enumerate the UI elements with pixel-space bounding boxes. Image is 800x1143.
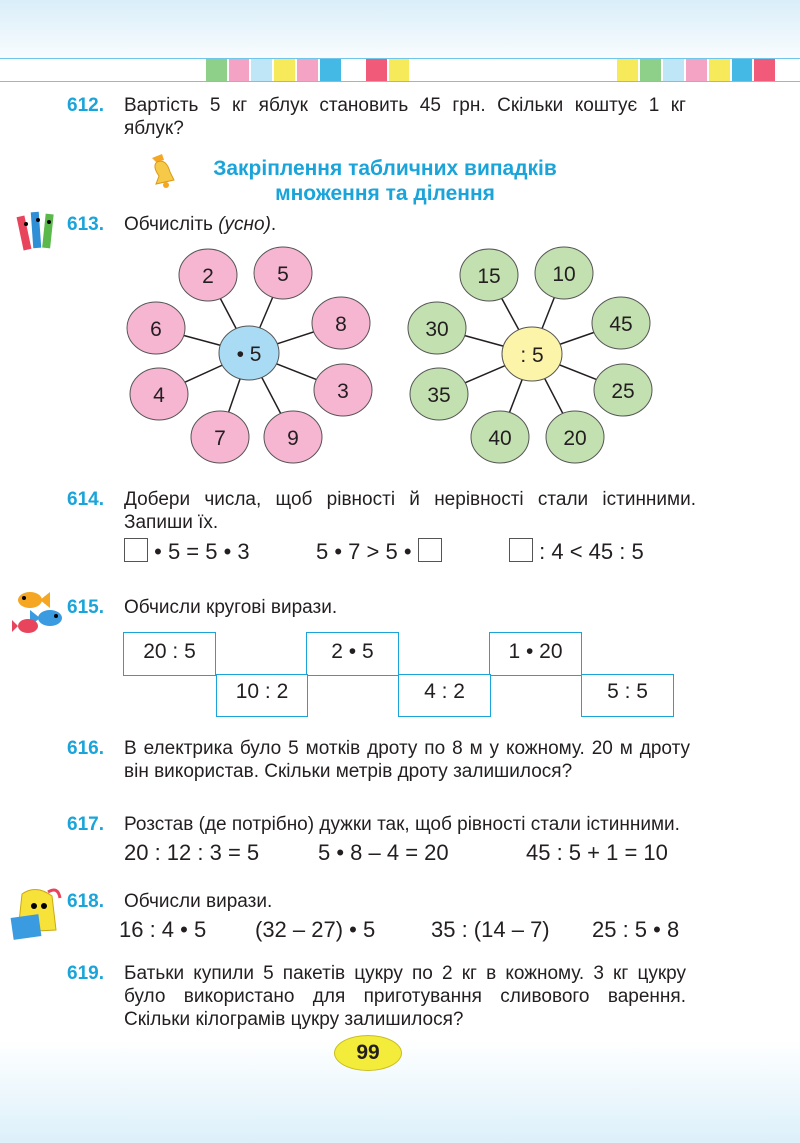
multiplication-flower-petal-number: 9 (287, 427, 299, 450)
multiplication-flower-petal-number: 3 (337, 380, 349, 403)
section-title-line-1: Закріплення табличних випадків (213, 157, 557, 180)
exercise-number: 617. (67, 814, 104, 835)
inequality-3 (509, 538, 644, 565)
circular-expression-cell: 2 • 5 (306, 632, 399, 676)
exercise-text: Добери числа, щоб рівності й нерівності стали істинними. Запиши їх. (124, 489, 696, 533)
equation: 45 : 5 + 1 = 10 (526, 840, 668, 865)
exercise-text: Обчисли кругові вирази. (124, 597, 338, 618)
exercise-text: Розстав (де потрібно) дужки так, щоб рівності стали істинними. (124, 814, 680, 835)
expression: 5 • 7 > 5 • (316, 539, 412, 564)
division-flower-petal-number: 25 (611, 380, 635, 403)
exercise-number: 615. (67, 597, 104, 618)
exercise-text: Обчисли вирази. (124, 891, 273, 912)
division-flower-petal-number: 35 (427, 384, 451, 407)
exercise-number: 616. (67, 738, 104, 759)
multiplication-flower-center-label: • 5 (236, 343, 262, 366)
multiplication-flower-petal-number: 7 (214, 427, 226, 450)
number-flowers (0, 0, 800, 480)
division-flower-petal-number: 30 (425, 318, 449, 341)
exercise-text: Батьки купили 5 пакетів цукру по 2 кг в кожному. 3 кг цукру було використано для приготування сливового варення. Скільки кілограмів цукру залишилося? (124, 963, 686, 1030)
equation: 20 : 12 : 3 = 5 (124, 840, 260, 865)
fish-icon (10, 586, 68, 638)
multiplication-flower-petal-number: 6 (150, 318, 162, 341)
answer-box[interactable] (124, 538, 148, 562)
circular-expression-cell: 5 : 5 (581, 674, 674, 717)
exercise-number: 618. (67, 891, 104, 912)
division-flower-petal-number: 10 (552, 263, 576, 286)
circular-expression-cell: 10 : 2 (216, 674, 308, 717)
division-flower-center-label: : 5 (520, 344, 544, 367)
expression: : 4 < 45 : 5 (539, 539, 644, 564)
section-title-line-2: множення та ділення (275, 182, 495, 205)
multiplication-flower-petal-number: 8 (335, 313, 347, 336)
multiplication-flower-petal-number: 5 (277, 263, 289, 286)
exercise-number: 619. (67, 963, 104, 984)
exercise-text-main: Обчисліть (124, 214, 213, 235)
answer-box[interactable] (418, 538, 442, 562)
expression: 25 : 5 • 8 (592, 917, 680, 942)
exercise-number: 613. (67, 214, 104, 235)
answer-box[interactable] (509, 538, 533, 562)
expression: 16 : 4 • 5 (119, 917, 207, 942)
equation: 5 • 8 – 4 = 20 (318, 840, 449, 865)
exercise-text: Вартість 5 кг яблук становить 45 грн. Скільки коштує 1 кг яблук? (124, 95, 686, 139)
multiplication-flower-petal-number: 4 (153, 384, 165, 407)
inequality-1 (124, 538, 250, 565)
exercise-hint: (усно) (218, 214, 271, 235)
circular-expression-cell: 20 : 5 (123, 632, 216, 676)
exercise-number: 614. (67, 489, 104, 510)
expression: • 5 = 5 • 3 (154, 539, 250, 564)
division-flower-petal-number: 40 (488, 427, 512, 450)
inequality-2 (316, 538, 442, 565)
circular-expression-cell: 1 • 20 (489, 632, 582, 676)
exercise-text: В електрика було 5 мотків дроту по 8 м у кожному. 20 м дроту він використав. Скільки метрів дроту залишилося? (124, 738, 690, 782)
exercise-number: 612. (67, 95, 104, 116)
division-flower-petal-number: 15 (477, 265, 501, 288)
circular-expression-cell: 4 : 2 (398, 674, 491, 717)
exercise-text-end: . (270, 214, 277, 235)
multiplication-flower-petal-number: 2 (202, 265, 214, 288)
page-number: 99 (334, 1035, 402, 1071)
division-flower-petal-number: 20 (563, 427, 587, 450)
expression: (32 – 27) • 5 (255, 917, 376, 942)
expression: 35 : (14 – 7) (431, 917, 550, 942)
backpack-icon (8, 886, 66, 944)
division-flower-petal-number: 45 (609, 313, 633, 336)
